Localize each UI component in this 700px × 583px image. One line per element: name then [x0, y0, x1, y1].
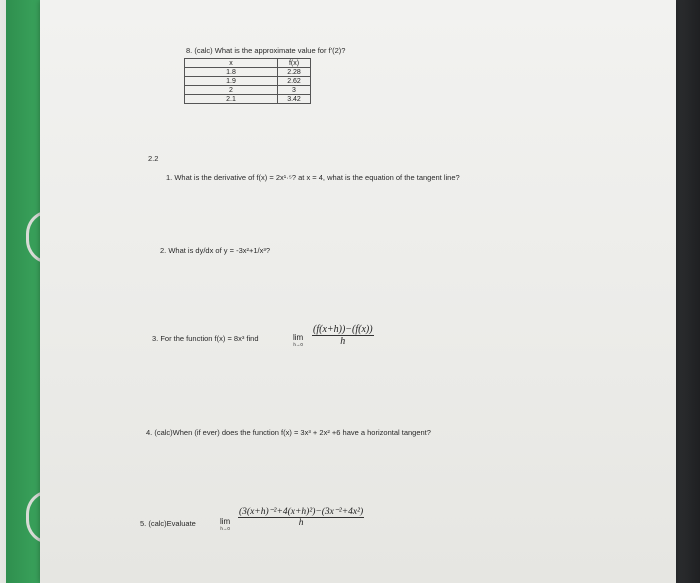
question-5-text: 5. (calc)Evaluate: [140, 519, 196, 528]
question-2: 2. What is dy/dx of y = -3x²+1/x³?: [160, 246, 271, 255]
table-row: [185, 77, 311, 86]
section-number: 2.2: [148, 154, 159, 163]
q3-denominator: h: [340, 336, 346, 347]
table-row: [185, 86, 311, 95]
q5-numerator: (3(x+h)⁻²+4(x+h)²)−(3x⁻²+4x²): [239, 507, 364, 517]
table-header-x: x: [185, 59, 278, 68]
table-cell: 2.62: [278, 77, 311, 86]
table-cell: 2.1: [185, 95, 278, 104]
table-cell: 3: [278, 86, 311, 95]
q3-lim-label: lim: [293, 333, 304, 342]
table-cell: 2.28: [278, 68, 311, 77]
worksheet-page: [40, 0, 676, 583]
q5-denominator: h: [298, 518, 304, 528]
q3-numerator: (f(x+h))−(f(x)): [313, 324, 373, 335]
table-row: [185, 95, 311, 104]
desk-edge: [676, 0, 700, 583]
q5-fraction: [238, 506, 364, 528]
table-cell: 1.9: [185, 77, 278, 86]
table-header-fx: f(x): [278, 59, 311, 68]
q5-limit: [220, 517, 230, 531]
table-cell: 1.8: [185, 68, 278, 77]
table-header-row: [185, 59, 311, 68]
q3-lim-sub: h→0: [293, 342, 303, 347]
table-row: [185, 68, 311, 77]
question-1: 1. What is the derivative of f(x) = 2x¹·⁵? at x = 4, what is the equation of the tangent line?: [166, 173, 460, 182]
q5-lim-sub: h→0: [220, 526, 230, 531]
q3-limit: [293, 333, 303, 347]
q8-table: [184, 58, 311, 104]
table-cell: 3.42: [278, 95, 311, 104]
table-cell: 2: [185, 86, 278, 95]
q8-prompt: 8. (calc) What is the approximate value for f'(2)?: [186, 46, 346, 55]
q3-fraction: [312, 324, 374, 347]
q5-lim-label: lim: [220, 517, 231, 526]
question-4: 4. (calc)When (if ever) does the function f(x) = 3x³ + 2x² +6 have a horizontal tangent?: [146, 428, 431, 437]
question-3-text: 3. For the function f(x) = 8x³ find: [152, 334, 259, 343]
